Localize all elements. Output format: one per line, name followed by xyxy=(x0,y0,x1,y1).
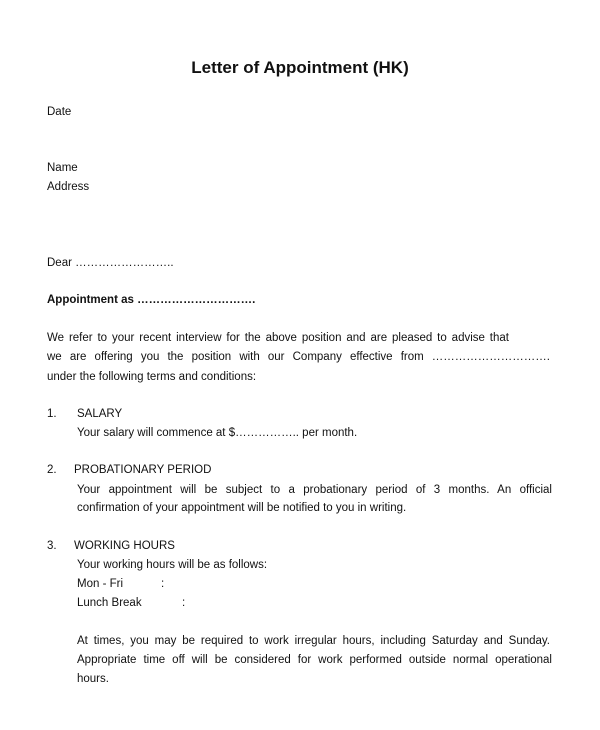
section-heading-working-hours: WORKING HOURS xyxy=(74,540,175,552)
section-number: 3. xyxy=(47,540,57,552)
section-heading-salary: SALARY xyxy=(77,408,123,420)
intro-line-2: we are offering you the position with our Company effective from …………………………. xyxy=(47,351,550,363)
salary-line: Your salary will commence at $…………….. per month. xyxy=(77,427,358,439)
irregular-hours-line-3: hours. xyxy=(77,673,109,685)
date-field: Date xyxy=(47,106,72,118)
schedule-label-lunch-break: Lunch Break xyxy=(77,597,142,609)
intro-line-3: under the following terms and conditions: xyxy=(47,371,257,383)
irregular-hours-line-2: Appropriate time off will be considered for work performed outside normal operational xyxy=(77,654,552,666)
section-heading-probation: PROBATIONARY PERIOD xyxy=(74,464,212,476)
probation-line-2: confirmation of your appointment will be notified to you in writing. xyxy=(77,502,407,514)
irregular-hours-line-1: At times, you may be required to work irregular hours, including Saturday and Sunday. xyxy=(77,635,550,647)
section-number: 2. xyxy=(47,464,57,476)
schedule-separator: : xyxy=(182,597,186,609)
intro-line-1: We refer to your recent interview for the above position and are pleased to advise that xyxy=(47,332,509,344)
schedule-separator: : xyxy=(161,578,165,590)
section-number: 1. xyxy=(47,408,57,420)
probation-line-1: Your appointment will be subject to a probationary period of 3 months. An official xyxy=(77,484,552,496)
name-field: Name xyxy=(47,162,78,174)
working-hours-intro: Your working hours will be as follows: xyxy=(77,559,268,571)
appointment-as-line: Appointment as …………………………. xyxy=(47,294,256,306)
salutation: Dear …………………….. xyxy=(47,257,174,269)
address-field: Address xyxy=(47,181,90,193)
schedule-label-mon-fri: Mon - Fri xyxy=(77,578,123,590)
document-title: Letter of Appointment (HK) xyxy=(191,58,409,77)
